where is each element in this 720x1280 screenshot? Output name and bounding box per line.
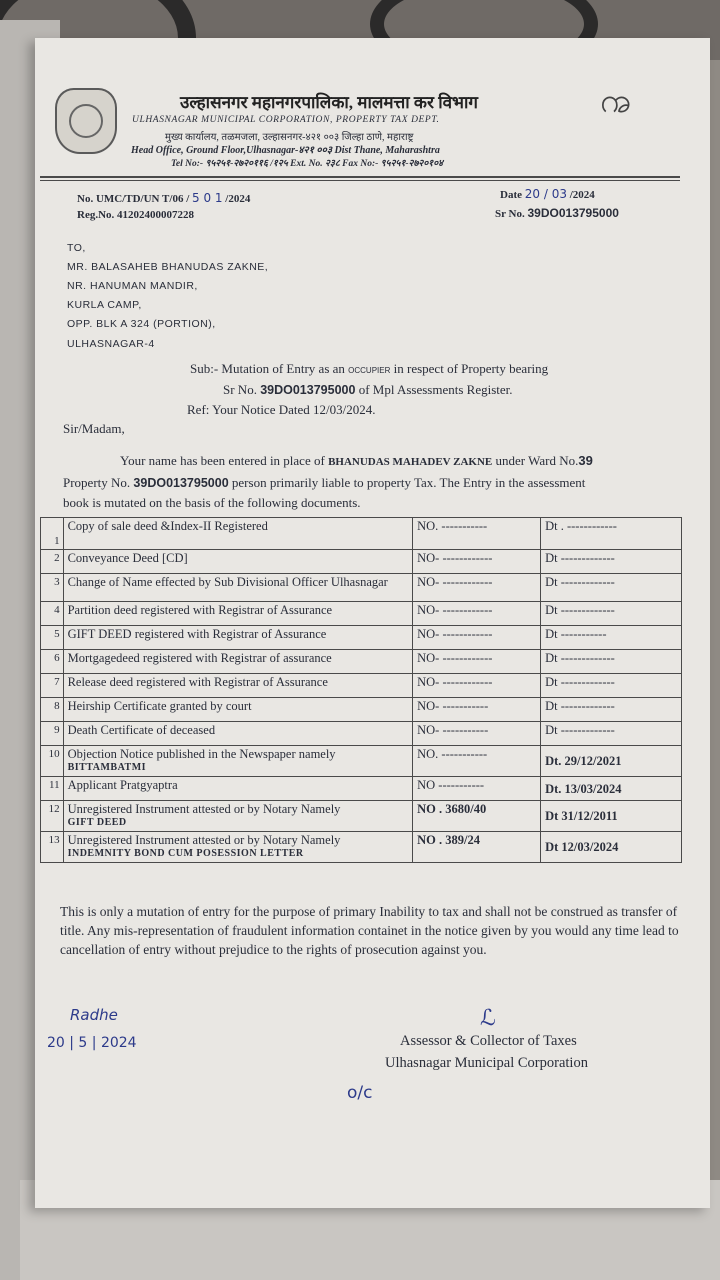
addressee-line: MR. BALASAHEB BHANUDAS ZAKNE, (67, 261, 269, 273)
document-number: NO . 3680/40 (413, 801, 541, 832)
handwritten-note: o/c (347, 1083, 373, 1103)
header-english-title: ULHASNAGAR MUNICIPAL CORPORATION, PROPERTY TAX DEPT. (132, 115, 440, 125)
subject-serial-label: Sr No. (223, 382, 257, 397)
subject-serial (223, 382, 513, 398)
document-number: NO- ------------ (413, 602, 541, 626)
document-number: NO- ------------ (413, 574, 541, 602)
body-paragraph-line2 (63, 475, 585, 491)
subject-role: OCCUPIER (348, 366, 391, 375)
document-name: Death Certificate of deceased (67, 723, 216, 737)
header-divider (40, 176, 680, 178)
subject-suffix: in respect of Property bearing (393, 361, 549, 376)
document-page (35, 38, 710, 1208)
signature-scribble-icon: ℒ (480, 1006, 496, 1031)
table-row (41, 602, 682, 626)
document-description (63, 602, 413, 626)
document-detail: INDEMNITY BOND CUM POSESSION LETTER (67, 848, 304, 859)
document-date: Dt ------------- (541, 650, 682, 674)
para-text: person primarily liable to property Tax. The Entry in the assessment (231, 475, 586, 490)
row-number: 10 (41, 746, 64, 777)
document-description (63, 626, 413, 650)
document-number: NO- ----------- (413, 698, 541, 722)
to-label: TO, (67, 242, 86, 254)
row-number: 8 (41, 698, 64, 722)
document-number: NO. ----------- (413, 518, 541, 550)
subject-prefix: Sub:- Mutation of Entry as an (190, 361, 345, 376)
date-handwritten: 20 / 03 (524, 187, 567, 201)
table-row (41, 698, 682, 722)
document-description (63, 777, 413, 801)
body-paragraph-line1 (120, 453, 593, 469)
document-date: Dt 12/03/2024 (541, 832, 682, 863)
handwritten-date: 20 | 5 | 2024 (47, 1035, 137, 1051)
table-row (41, 550, 682, 574)
registration-number: Reg.No. 41202400007228 (77, 209, 195, 221)
document-date: Dt ------------- (541, 674, 682, 698)
addressee-line: NR. HANUMAN MANDIR, (67, 280, 198, 292)
subject-serial-suffix: of Mpl Assessments Register. (358, 382, 513, 397)
table-row (41, 801, 682, 832)
header-hindi-address: मुख्य कार्यालय, तळमजला, उल्हासनगर-४२१ ००३ जिल्हा ठाणे, महाराष्ट्र (165, 132, 414, 143)
document-date: Dt ------------- (541, 574, 682, 602)
row-number: 2 (41, 550, 64, 574)
previous-owner: BHANUDAS MAHADEV ZAKNE (328, 456, 493, 468)
table-row (41, 574, 682, 602)
serial-label: Sr No. (495, 208, 525, 220)
document-name: Release deed registered with Registrar of Assurance (67, 675, 328, 689)
document-name: Unregistered Instrument attested or by Notary Namely (67, 833, 341, 847)
document-date: Dt ------------- (541, 722, 682, 746)
row-number: 9 (41, 722, 64, 746)
reference-handwritten: 5 0 1 (192, 191, 223, 205)
header-contact: Tel No:- ९५२५१-२७२०११६ /१२५ Ext. No. २३८ Fax No:- ९५२५१-२७२०१०४ (171, 159, 444, 169)
document-date: Dt. 13/03/2024 (541, 777, 682, 801)
para-text: under Ward (495, 453, 556, 468)
document-name: Applicant Pratgyaptra (67, 778, 178, 792)
document-number: NO- ------------ (413, 674, 541, 698)
addressee-line: KURLA CAMP, (67, 299, 142, 311)
document-name: Copy of sale deed &Index-II Registered (67, 519, 268, 533)
table-row (41, 674, 682, 698)
document-date: Dt ------------- (541, 550, 682, 574)
row-number: 5 (41, 626, 64, 650)
document-name: Objection Notice published in the Newspaper namely (67, 747, 336, 761)
document-description (63, 674, 413, 698)
document-description (63, 832, 413, 863)
document-name: GIFT DEED registered with Registrar of Assurance (67, 627, 327, 641)
reference-line: Ref: Your Notice Dated 12/03/2024. (187, 402, 376, 417)
ward-number: 39 (578, 453, 593, 468)
subject-line (190, 361, 548, 377)
document-description (63, 550, 413, 574)
document-name: Conveyance Deed [CD] (67, 551, 188, 565)
addressee-line: OPP. BLK A 324 (PORTION), (67, 318, 216, 330)
document-name: Mortgagedeed registered with Registrar of assurance (67, 651, 332, 665)
letter-date (500, 187, 595, 201)
handwritten-initials: Radhe (70, 1006, 118, 1024)
row-number: 7 (41, 674, 64, 698)
document-description (63, 722, 413, 746)
document-detail: BITTAMBATMI (67, 762, 147, 773)
table-row (41, 650, 682, 674)
row-number: 1 (41, 518, 64, 550)
document-name: Change of Name effected by Sub Divisional Officer Ulhasnagar (67, 575, 388, 589)
document-number: NO- ------------ (413, 650, 541, 674)
table-row (41, 777, 682, 801)
document-date: Dt ----------- (541, 626, 682, 650)
table-row (41, 518, 682, 550)
document-date: Dt . ------------ (541, 518, 682, 550)
document-description (63, 574, 413, 602)
reference-label: No. UMC/TD/UN T/06 / (77, 193, 190, 205)
document-number: NO- ------------ (413, 550, 541, 574)
document-name: Heirship Certificate granted by court (67, 699, 252, 713)
documents-table (40, 517, 682, 863)
header-english-address: Head Office, Ground Floor,Ulhasnagar-४२१ ००३ Dist Thane, Maharashtra (131, 145, 440, 156)
date-label: Date (500, 189, 522, 201)
document-description (63, 518, 413, 550)
corporation-logo-icon: ꩠ (600, 83, 632, 120)
document-description (63, 801, 413, 832)
document-name: Unregistered Instrument attested or by Notary Namely (67, 802, 341, 816)
para-text: Your name has been entered in place of (120, 453, 325, 468)
serial-value: 39DO013795000 (527, 206, 619, 220)
document-number: NO . 389/24 (413, 832, 541, 863)
table-row (41, 746, 682, 777)
reference-year: /2024 (225, 193, 251, 205)
document-number: NO- ------------ (413, 626, 541, 650)
document-detail: GIFT DEED (67, 817, 127, 828)
document-date: Dt ------------- (541, 698, 682, 722)
corporation-emblem-icon (55, 88, 117, 154)
table-row (41, 626, 682, 650)
document-description (63, 650, 413, 674)
row-number: 13 (41, 832, 64, 863)
addressee-line: ULHASNAGAR-4 (67, 338, 155, 350)
document-date: Dt. 29/12/2021 (541, 746, 682, 777)
signatory-organization: Ulhasnagar Municipal Corporation (385, 1055, 588, 1071)
document-date: Dt ------------- (541, 602, 682, 626)
document-number: NO- ----------- (413, 722, 541, 746)
salutation: Sir/Madam, (63, 421, 125, 436)
ward-label: No. (559, 453, 579, 468)
header-hindi-title: उल्हासनगर महानगरपालिका, मालमत्ता कर विभाग (180, 93, 478, 112)
property-number: 39DO013795000 (133, 476, 229, 490)
document-name: Partition deed registered with Registrar of Assurance (67, 603, 333, 617)
document-number: NO. ----------- (413, 746, 541, 777)
subject-serial-value: 39DO013795000 (260, 383, 356, 397)
row-number: 11 (41, 777, 64, 801)
signatory-designation: Assessor & Collector of Taxes (400, 1033, 577, 1049)
row-number: 3 (41, 574, 64, 602)
disclaimer-text: This is only a mutation of entry for the purpose of primary Inability to tax and shall not be construed as transfer of title. Any mis-representation of fraudulent information containet in the notice given by you would any time lead to cancellation of entry without prejudice to the rights of prosecution against you. (60, 904, 679, 957)
document-date: Dt 31/12/2011 (541, 801, 682, 832)
header-divider (40, 180, 680, 181)
para-text: Property No. (63, 475, 131, 490)
document-description (63, 698, 413, 722)
table-row (41, 832, 682, 863)
row-number: 4 (41, 602, 64, 626)
serial-number (495, 206, 619, 220)
document-number: NO ----------- (413, 777, 541, 801)
date-year: /2024 (569, 189, 595, 201)
row-number: 12 (41, 801, 64, 832)
reference-number (77, 191, 250, 205)
body-paragraph-line3: book is mutated on the basis of the following documents. (63, 495, 361, 510)
document-description (63, 746, 413, 777)
table-row (41, 722, 682, 746)
row-number: 6 (41, 650, 64, 674)
